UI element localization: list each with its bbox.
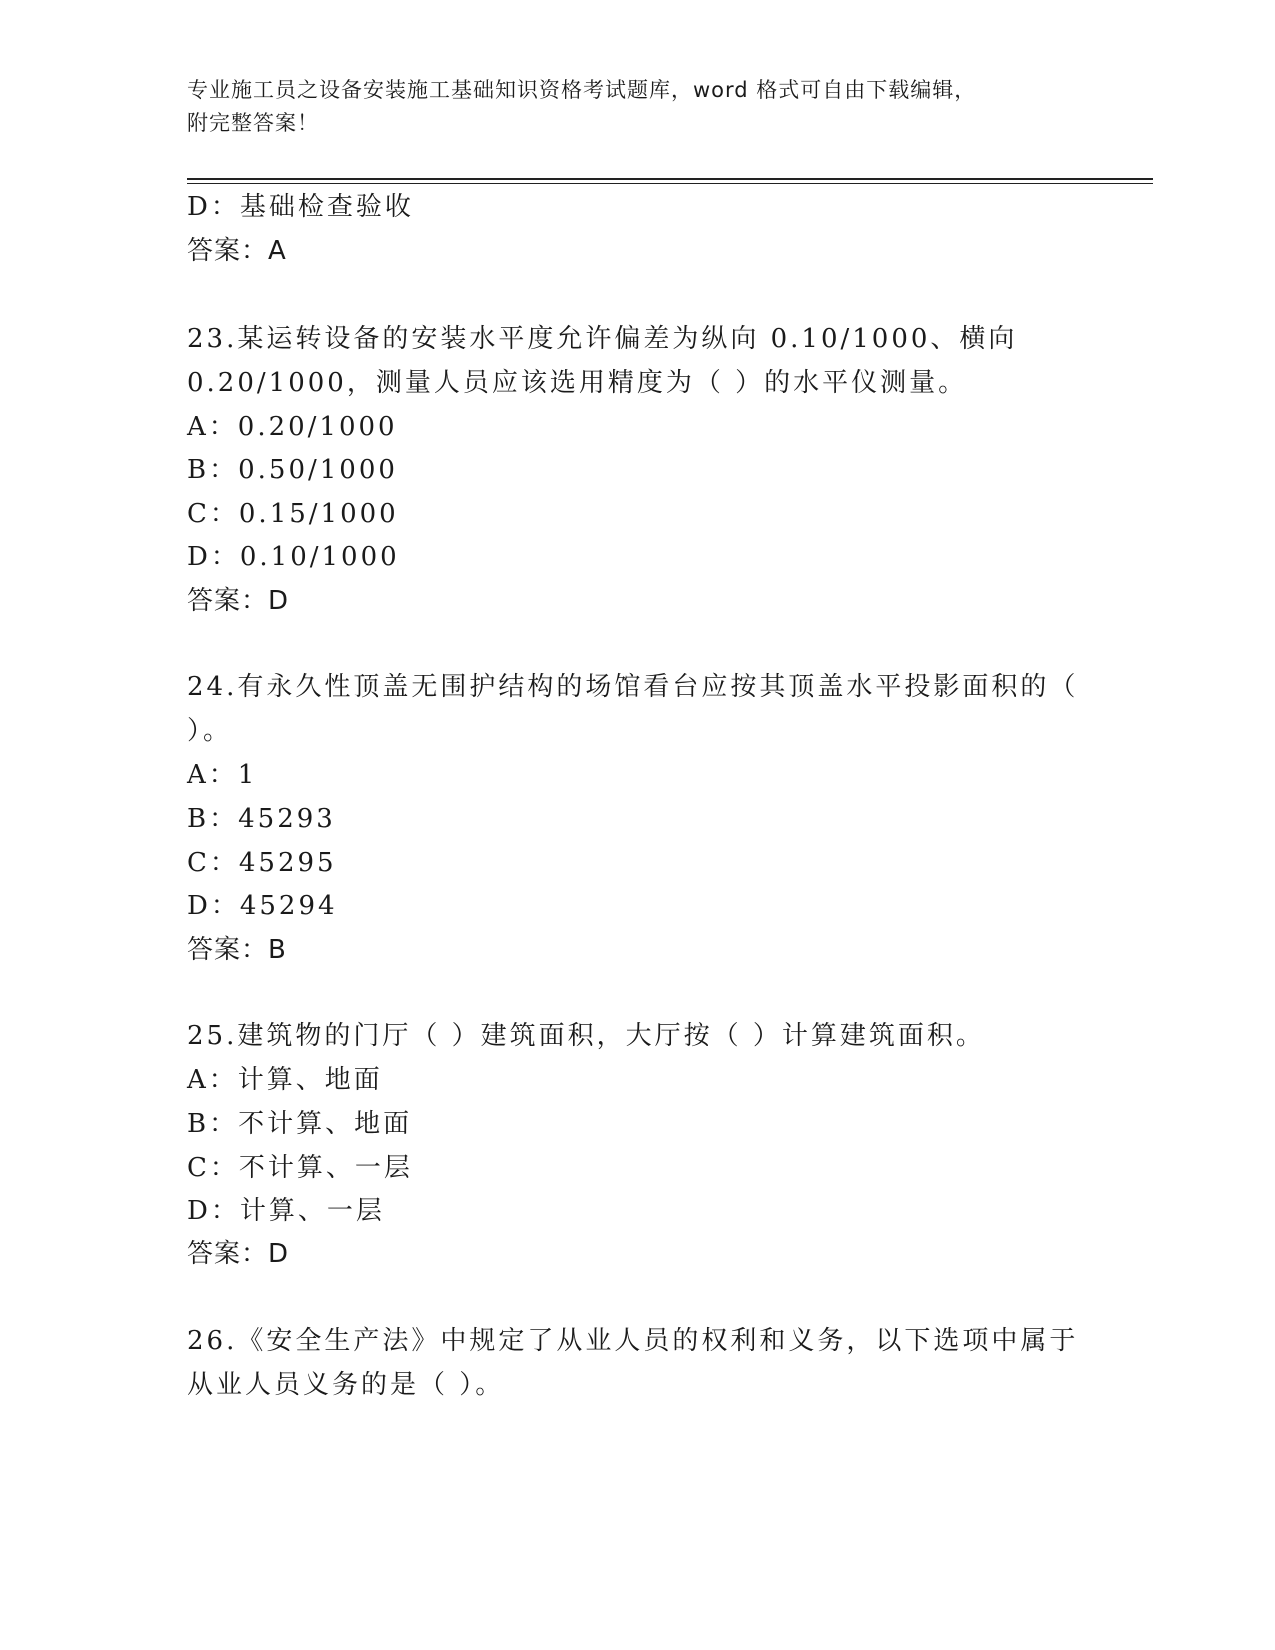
q25-option-d: D：计算、一层: [187, 1196, 385, 1226]
q24-option-d: D：45294: [187, 891, 338, 921]
q24-option-c: C：45295: [187, 848, 337, 878]
header-line-2: 附完整答案！: [187, 111, 319, 135]
q23-option-d: D：0.10/1000: [187, 542, 400, 572]
q23-option-a: A：0.20/1000: [187, 412, 398, 442]
q23-option-c: C：0.15/1000: [187, 499, 399, 529]
q26-stem-line-2: 从业人员义务的是（ ）。: [187, 1370, 505, 1400]
q23-stem-line-2: 0.20/1000，测量人员应该选用精度为（ ）的水平仪测量。: [187, 368, 968, 398]
q26-stem-line-1: 26.《安全生产法》中规定了从业人员的权利和义务，以下选项中属于: [187, 1326, 1079, 1356]
q23-stem-line-1: 23.某运转设备的安装水平度允许偏差为纵向 0.10/1000、横向: [187, 324, 1018, 354]
prev-option-d: D：基础检查验收: [187, 192, 414, 222]
q24-stem-line-2: ）。: [187, 716, 233, 746]
q24-stem-line-1: 24.有永久性顶盖无围护结构的场馆看台应按其顶盖水平投影面积的（: [187, 672, 1079, 702]
header-divider-thin: [187, 183, 1153, 184]
q24-option-b: B：45293: [187, 804, 336, 834]
prev-answer: 答案：A: [187, 236, 287, 266]
q25-option-b: B：不计算、地面: [187, 1109, 413, 1139]
header-divider: [187, 178, 1153, 180]
document-header: [187, 74, 1067, 140]
q25-stem-line-1: 25.建筑物的门厅（ ）建筑面积，大厅按（ ）计算建筑面积。: [187, 1021, 985, 1051]
q24-answer: 答案：B: [187, 935, 287, 965]
q23-option-b: B：0.50/1000: [187, 455, 398, 485]
q25-option-a: A：计算、地面: [187, 1065, 383, 1095]
q25-option-c: C：不计算、一层: [187, 1153, 413, 1183]
q25-answer: 答案：D: [187, 1239, 290, 1269]
q23-answer: 答案：D: [187, 586, 290, 616]
header-line-1: 专业施工员之设备安装施工基础知识资格考试题库，word 格式可自由下载编辑，: [187, 78, 977, 102]
q24-option-a: A：1: [187, 760, 258, 790]
